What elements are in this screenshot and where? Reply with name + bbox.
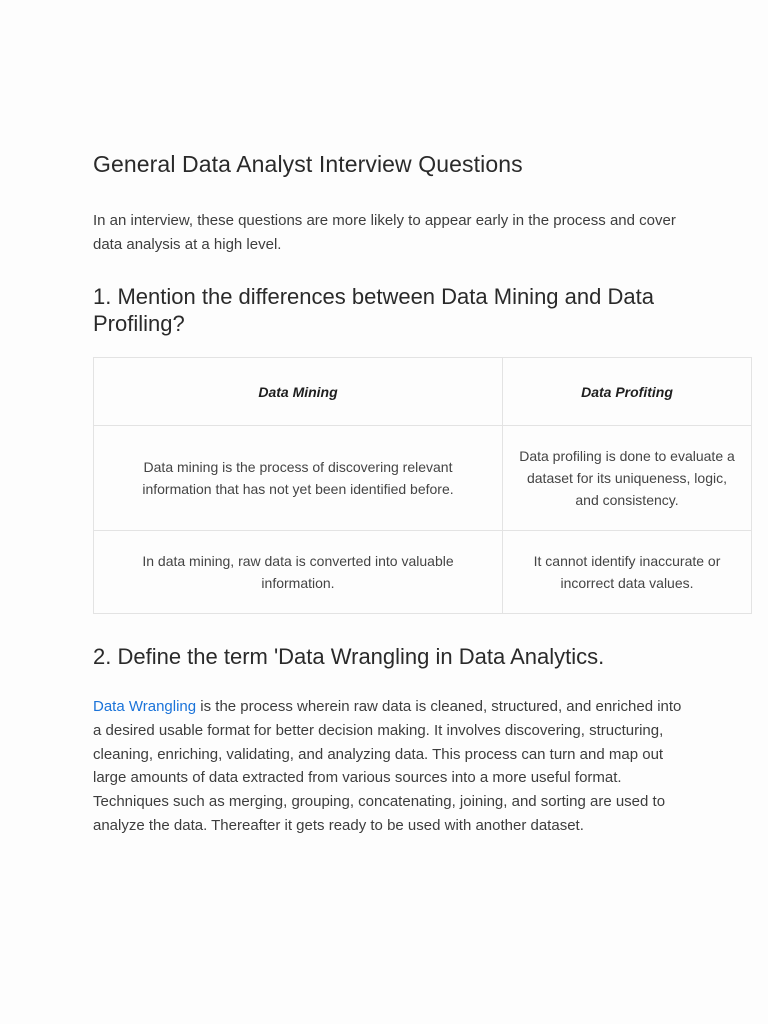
section-title: General Data Analyst Interview Questions: [93, 151, 523, 177]
table-cell: In data mining, raw data is converted into valuable information.: [94, 531, 503, 614]
table-header-row: [94, 358, 752, 426]
comparison-table: [93, 357, 752, 614]
intro-paragraph: In an interview, these questions are more likely to appear early in the process and cover data analysis at a high level.: [93, 212, 676, 253]
question-2-heading: 2. Define the term 'Data Wrangling in Data Analytics.: [93, 644, 605, 669]
table-cell: Data profiling is done to evaluate a dataset for its uniqueness, logic, and consistency.: [503, 426, 752, 531]
data-wrangling-link[interactable]: Data Wrangling: [93, 698, 197, 715]
table-cell: It cannot identify inaccurate or incorrect data values.: [503, 531, 752, 614]
table-header-data-profiting: Data Profiting: [503, 358, 752, 426]
question-1-heading: 1. Mention the differences between Data Mining and Data Profiling?: [93, 284, 654, 336]
question-2-answer-text: is the process wherein raw data is cleaned, structured, and enriched into a desired usable format for better decision making. It involves discovering, structuring, cleaning, enriching, validating, and analyzing data. This process can turn and map out large amounts of data extracted from various sources into a more useful format. Techniques such as merging, grouping, concatenating, joining, and sorting are used to analyze the data. Thereafter it gets ready to be used with another dataset.: [93, 698, 682, 834]
table-row: [94, 426, 752, 531]
article-header: [93, 148, 683, 337]
question-2-answer: [93, 695, 683, 838]
table-row: [94, 531, 752, 614]
table-cell: Data mining is the process of discovering relevant information that has not yet been identified before.: [94, 426, 503, 531]
question-2-section: [93, 643, 683, 838]
table-header-data-mining: Data Mining: [94, 358, 503, 426]
